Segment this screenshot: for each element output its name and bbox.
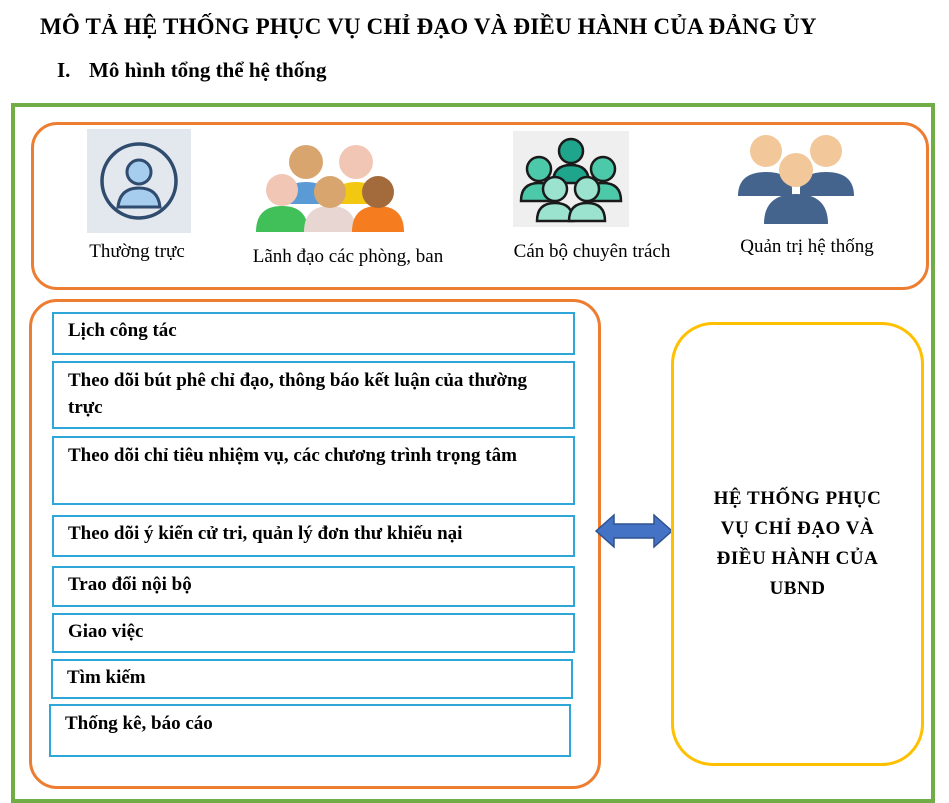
function-internal-exchange [52, 566, 575, 607]
section-label: Mô hình tổng thể hệ thống [89, 58, 327, 82]
function-label: Thống kê, báo cáo [65, 713, 213, 734]
function-assign-tasks [52, 613, 575, 653]
function-label: Theo dõi ý kiến cử tri, quản lý đơn thư khiếu nại [68, 523, 463, 544]
system-box-label: HỆ THỐNG PHỤC VỤ CHỈ ĐẠO VÀ ĐIỀU HÀNH CỦA UBND [713, 488, 882, 599]
page-title: MÔ TẢ HỆ THỐNG PHỤC VỤ CHỈ ĐẠO VÀ ĐIỀU HÀNH CỦA ĐẢNG ỦY [40, 14, 817, 39]
function-label: Tìm kiếm [67, 667, 146, 688]
ubnd-system-box [671, 322, 924, 766]
user-group-admins [712, 236, 902, 258]
user-group-standing [62, 241, 212, 263]
function-statistics [49, 704, 571, 757]
three-people-icon [734, 134, 858, 224]
user-label: Thường trực [89, 241, 185, 262]
function-label: Giao việc [68, 621, 144, 642]
double-arrow-icon [595, 513, 673, 554]
colorful-group-icon [254, 144, 406, 232]
function-schedule [52, 312, 575, 355]
section-number: I. [57, 58, 71, 82]
function-label: Trao đổi nội bộ [68, 574, 192, 595]
function-label: Theo dõi bút phê chỉ đạo, thông báo kết luận của thường trực [68, 370, 528, 418]
person-circle-icon [87, 129, 191, 233]
function-label: Theo dõi chỉ tiêu nhiệm vụ, các chương trình trọng tâm [68, 445, 517, 466]
function-targets [52, 436, 575, 505]
function-search [51, 659, 573, 699]
green-team-icon [513, 131, 629, 227]
section-heading [57, 58, 326, 83]
function-label: Lịch công tác [68, 320, 177, 341]
function-directives [52, 361, 575, 429]
user-group-leaders [232, 246, 464, 268]
user-group-officers [487, 241, 697, 263]
user-label: Quản trị hệ thống [740, 236, 874, 257]
user-label: Lãnh đạo các phòng, ban [252, 246, 444, 267]
function-citizen-feedback [52, 515, 575, 557]
user-label: Cán bộ chuyên trách [513, 241, 671, 262]
